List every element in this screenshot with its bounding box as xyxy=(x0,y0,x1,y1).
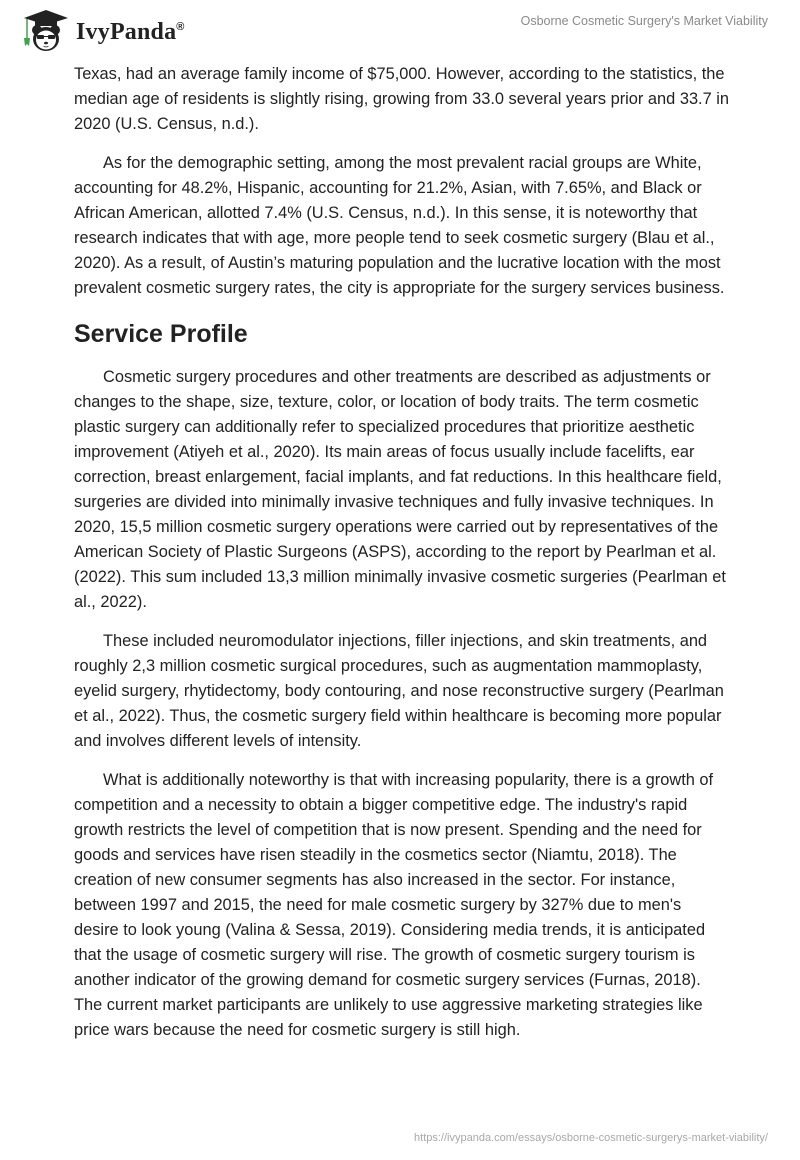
paragraph: What is additionally noteworthy is that with increasing popularity, there is a growth of competition and a necessity to obtain a bigger competitive edge. The industry's rapid growth restricts the level of competition that is now present. Spending and the need for goods and services have risen steadily in the cosmetics sector (Niamtu, 2018). The creation of new consumer segments has also increased in the sector. For instance, between 1997 and 2015, the need for male cosmetic surgery by 327% due to men's desire to look young (Valina & Sessa, 2019). Considering media trends, it is anticipated that the usage of cosmetic surgery will rise. The growth of cosmetic surgery tourism is another indicator of the growing demand for cosmetic surgery services (Furnas, 2018). The current market participants are unlikely to use aggressive marketing strategies like price wars because the need for cosmetic surgery is still high. xyxy=(74,771,714,1039)
logo-text: IvyPanda® xyxy=(76,18,185,45)
paragraph: As for the demographic setting, among the most prevalent racial groups are White, accounting for 48.2%, Hispanic, accounting for 21.2%, Asian, with 7.65%, and Black or African American, allotted 7.4% (U.S. Census, n.d.). In this sense, it is noteworthy that research indicates that with age, more people tend to seek cosmetic surgery (Blau et al., 2020). As a result, of Austin’s maturing population and the lucrative location with the most prevalent cosmetic surgery rates, the city is appropriate for the surgery services business. xyxy=(74,154,725,297)
document-title: Osborne Cosmetic Surgery's Market Viability xyxy=(520,14,768,28)
ivypanda-logo[interactable] xyxy=(18,8,185,52)
paragraph: Cosmetic surgery procedures and other treatments are described as adjustments or changes to the shape, size, texture, color, or location of body traits. The term cosmetic plastic surgery can additionally refer to specialized procedures that prioritize aesthetic improvement (Atiyeh et al., 2020). Its main areas of focus usually include facelifts, ear correction, breast enlargement, facial implants, and fat reductions. In this healthcare field, surgeries are divided into minimally invasive techniques and fully invasive techniques. In 2020, 15,5 million cosmetic surgery operations were carried out by representatives of the American Society of Plastic Surgeons (ASPS), according to the report by Pearlman et al. (2022). This sum included 13,3 million minimally invasive cosmetic surgeries (Pearlman et al., 2022). xyxy=(74,368,726,611)
paragraph: These included neuromodulator injections, filler injections, and skin treatments, and roughly 2,3 million cosmetic surgical procedures, such as augmentation mammoplasty, eyelid surgery, rhytidectomy, body contouring, and nose reconstructive surgery (Pearlman et al., 2022). Thus, the cosmetic surgery field within healthcare is becoming more popular and involves different levels of intensity. xyxy=(74,632,724,750)
panda-graduate-icon xyxy=(18,8,70,52)
registered-mark: ® xyxy=(176,20,185,33)
article-body xyxy=(74,62,730,1057)
section-heading: Service Profile xyxy=(74,320,248,348)
page-header xyxy=(0,0,800,56)
paragraph: Texas, had an average family income of $75,000. However, according to the statistics, the median age of residents is slightly rising, growing from 33.0 several years prior and 33.7 in 2020 (U.S. Census, n.d.). xyxy=(74,65,730,133)
source-url-link[interactable]: https://ivypanda.com/essays/osborne-cosmetic-surgerys-market-viability/ xyxy=(414,1132,768,1144)
